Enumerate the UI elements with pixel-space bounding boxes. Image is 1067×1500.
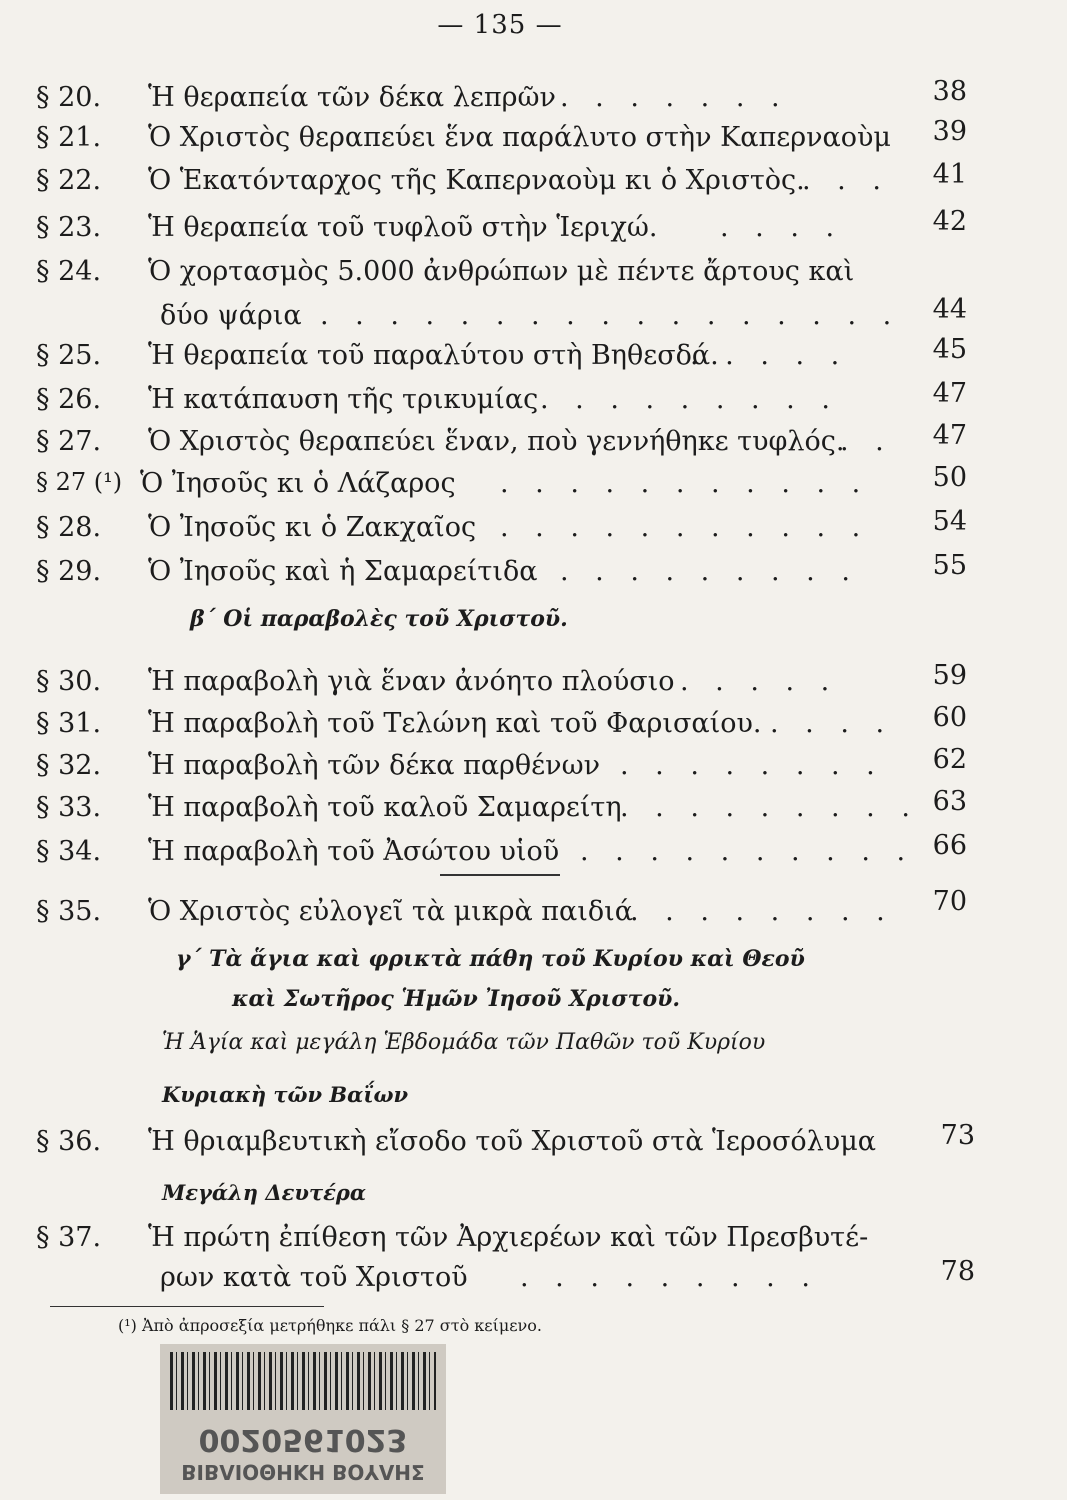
section-number: § 28. <box>36 512 102 543</box>
leader-dots: . . . . . . . . . <box>620 792 919 823</box>
stamp-library-name: ΒΙΒΛΙΟΘΗΚΗ ΒΟΥΛΗΣ <box>181 1460 425 1484</box>
toc-entry <box>0 420 1067 466</box>
stamp-number: 0020561023 <box>198 1422 408 1457</box>
leader-dots: . . . . . . . . . . . <box>500 512 870 543</box>
footnote-rule <box>50 1306 324 1307</box>
section-heading-parables: β΄ Οἱ παραβολὲς τοῦ Χριστοῦ. <box>190 606 568 632</box>
toc-entry <box>0 116 1067 162</box>
section-heading-passion-continued: καὶ Σωτῆρος Ἡμῶν Ἰησοῦ Χριστοῦ. <box>232 986 681 1012</box>
entry-title: Ὁ Χριστὸς θεραπεύει ἕνα παράλυτο στὴν Καπερναοὺμ <box>148 122 891 153</box>
page-ref: 45 <box>932 334 967 365</box>
toc-entry-continuation <box>0 294 1067 340</box>
section-number: § 29. <box>36 556 102 587</box>
page-ref: 47 <box>932 378 967 409</box>
page-ref: 54 <box>932 506 967 537</box>
entry-title: Ἡ παραβολὴ γιὰ ἕναν ἀνόητο πλούσιο <box>148 666 675 697</box>
page-ref: 55 <box>932 550 967 581</box>
toc-entry <box>0 786 1067 832</box>
toc-entry <box>0 256 1067 296</box>
library-stamp <box>160 1344 446 1494</box>
entry-title: Ἡ παραβολὴ τοῦ Ἀσώτου υἱοῦ <box>148 836 560 867</box>
subheading-holy-week: Ἡ Ἁγία καὶ μεγάλη Ἑβδομάδα τῶν Παθῶν τοῦ Κυρίου <box>162 1030 766 1055</box>
entry-title: Ἡ θεραπεία τοῦ παραλύτου στὴ Βηθεσδά. <box>148 340 719 371</box>
entry-title: δύο ψάρια <box>160 300 302 331</box>
toc-entry <box>0 702 1067 748</box>
entry-title: Ὁ Ἑκατόνταρχος τῆς Καπερναοὺμ κι ὁ Χριστὸς. <box>148 165 805 196</box>
leader-dots: . . . . <box>720 212 844 243</box>
section-number: § 32. <box>36 750 102 781</box>
leader-dots: . . . . . . . . . <box>520 1262 819 1293</box>
page-ref: 47 <box>932 420 967 451</box>
section-number: § 33. <box>36 792 102 823</box>
section-number: § 30. <box>36 666 102 697</box>
section-number: § 26. <box>36 384 102 415</box>
page-ref: 38 <box>932 76 967 107</box>
leader-dots: . . . . . . . . . . . <box>500 468 870 499</box>
toc-entry <box>0 550 1067 596</box>
section-number: § 35. <box>36 896 102 927</box>
section-number: § 23. <box>36 212 102 243</box>
leader-dots: . . . . . <box>680 666 839 697</box>
barcode-icon <box>170 1352 436 1410</box>
entry-title: Ἡ θεραπεία τῶν δέκα λεπρῶν <box>148 82 556 113</box>
toc-entry <box>0 744 1067 790</box>
toc-entry <box>0 76 1067 122</box>
entry-title: Ὁ Ἰησοῦς κι ὁ Ζακχαῖος <box>148 512 477 543</box>
toc-entry <box>0 159 1067 205</box>
entry-title: Ὁ Ἰησοῦς καὶ ἡ Σαμαρείτιδα <box>148 556 538 587</box>
leader-dots: . . <box>840 426 893 457</box>
entry-title: Ἡ παραβολὴ τῶν δέκα παρθένων <box>148 750 601 781</box>
page-ref: 42 <box>932 206 967 237</box>
leader-dots: . . . . . . . . . <box>540 384 839 415</box>
divider-rule <box>440 874 560 876</box>
section-number: § 22. <box>36 165 102 196</box>
section-number: § 24. <box>36 256 102 287</box>
section-heading-passion: γ΄ Τὰ ἅγια καὶ φρικτὰ πάθη τοῦ Κυρίου καὶ Θεοῦ <box>176 946 805 972</box>
page-ref: 39 <box>932 116 967 147</box>
entry-title: Ἡ πρώτη ἐπίθεση τῶν Ἀρχιερέων καὶ τῶν Πρεσβυτέ- <box>148 1222 869 1253</box>
section-number: § 21. <box>36 122 102 153</box>
page-ref: 73 <box>940 1120 975 1151</box>
entry-title: ρων κατὰ τοῦ Χριστοῦ <box>160 1262 468 1293</box>
leader-dots: . . . . . <box>690 340 849 371</box>
toc-entry <box>0 886 1067 936</box>
toc-entry-continuation <box>0 1256 1067 1302</box>
entry-title: Ἡ κατάπαυση τῆς τρικυμίας <box>148 384 539 415</box>
entry-title: Ἡ παραβολὴ τοῦ Τελώνη καὶ τοῦ Φαρισαίου. <box>148 708 762 739</box>
section-number: § 37. <box>36 1222 102 1253</box>
leader-dots: . . . . . . . . <box>620 750 884 781</box>
section-number: § 27. <box>36 426 102 457</box>
page-ref: 44 <box>932 294 967 325</box>
page-ref: 78 <box>940 1256 975 1287</box>
toc-entry <box>0 206 1067 252</box>
subheading-palm-sunday: Κυριακὴ τῶν Βαΐων <box>162 1082 409 1107</box>
entry-title: Ὁ Χριστὸς εὐλογεῖ τὰ μικρὰ παιδιά <box>148 896 633 927</box>
entry-title: Ἡ θριαμβευτικὴ εἴσοδο τοῦ Χριστοῦ στὰ Ἱεροσόλυμα <box>148 1126 876 1157</box>
toc-entry <box>0 506 1067 552</box>
leader-dots: . . . . . . . . . . <box>580 836 915 867</box>
entry-title: Ἡ θεραπεία τοῦ τυφλοῦ στὴν Ἱεριχώ. <box>148 212 658 243</box>
toc-entry <box>0 830 1067 876</box>
page-ref: 59 <box>932 660 967 691</box>
section-number: § 25. <box>36 340 102 371</box>
toc-entry <box>0 1120 1067 1166</box>
leader-dots: . . . . . . . . . <box>560 556 859 587</box>
section-number: § 36. <box>36 1126 102 1157</box>
page-number: — 135 — <box>437 10 563 40</box>
page-ref: 70 <box>932 886 967 917</box>
entry-title: Ὁ Χριστὸς θεραπεύει ἕναν, ποὺ γεννήθηκε τυφλός. <box>148 426 845 457</box>
toc-entry <box>0 660 1067 706</box>
toc-entry <box>0 378 1067 424</box>
page-ref: 62 <box>932 744 967 775</box>
section-number: § 27 (¹) <box>36 468 123 496</box>
page-ref: 60 <box>932 702 967 733</box>
leader-dots: . . . <box>802 165 890 196</box>
leader-dots: . . . . . . . . <box>630 896 894 927</box>
section-number: § 34. <box>36 836 102 867</box>
footnote: (¹) Ἀπὸ ἀπροσεξία μετρήθηκε πάλι § 27 στὸ κείμενο. <box>118 1316 542 1335</box>
page-ref: 66 <box>932 830 967 861</box>
page-ref: 63 <box>932 786 967 817</box>
toc-entry <box>0 334 1067 380</box>
section-number: § 31. <box>36 708 102 739</box>
subheading-holy-monday: Μεγάλη Δευτέρα <box>162 1180 366 1205</box>
leader-dots: . . . . <box>770 708 894 739</box>
page-ref: 50 <box>932 462 967 493</box>
leader-dots: . . . . . . . <box>560 82 789 113</box>
toc-entry <box>0 1222 1067 1262</box>
leader-dots: . . . . . . . . . . . . . . . . . <box>320 300 901 331</box>
page-ref: 41 <box>932 159 967 190</box>
entry-title: Ὁ χορτασμὸς 5.000 ἀνθρώπων μὲ πέντε ἄρτους καὶ <box>148 256 855 287</box>
entry-title: Ἡ παραβολὴ τοῦ καλοῦ Σαμαρείτη <box>148 792 622 823</box>
entry-title: Ὁ Ἰησοῦς κι ὁ Λάζαρος <box>140 468 456 499</box>
toc-entry <box>0 462 1067 508</box>
section-number: § 20. <box>36 82 102 113</box>
